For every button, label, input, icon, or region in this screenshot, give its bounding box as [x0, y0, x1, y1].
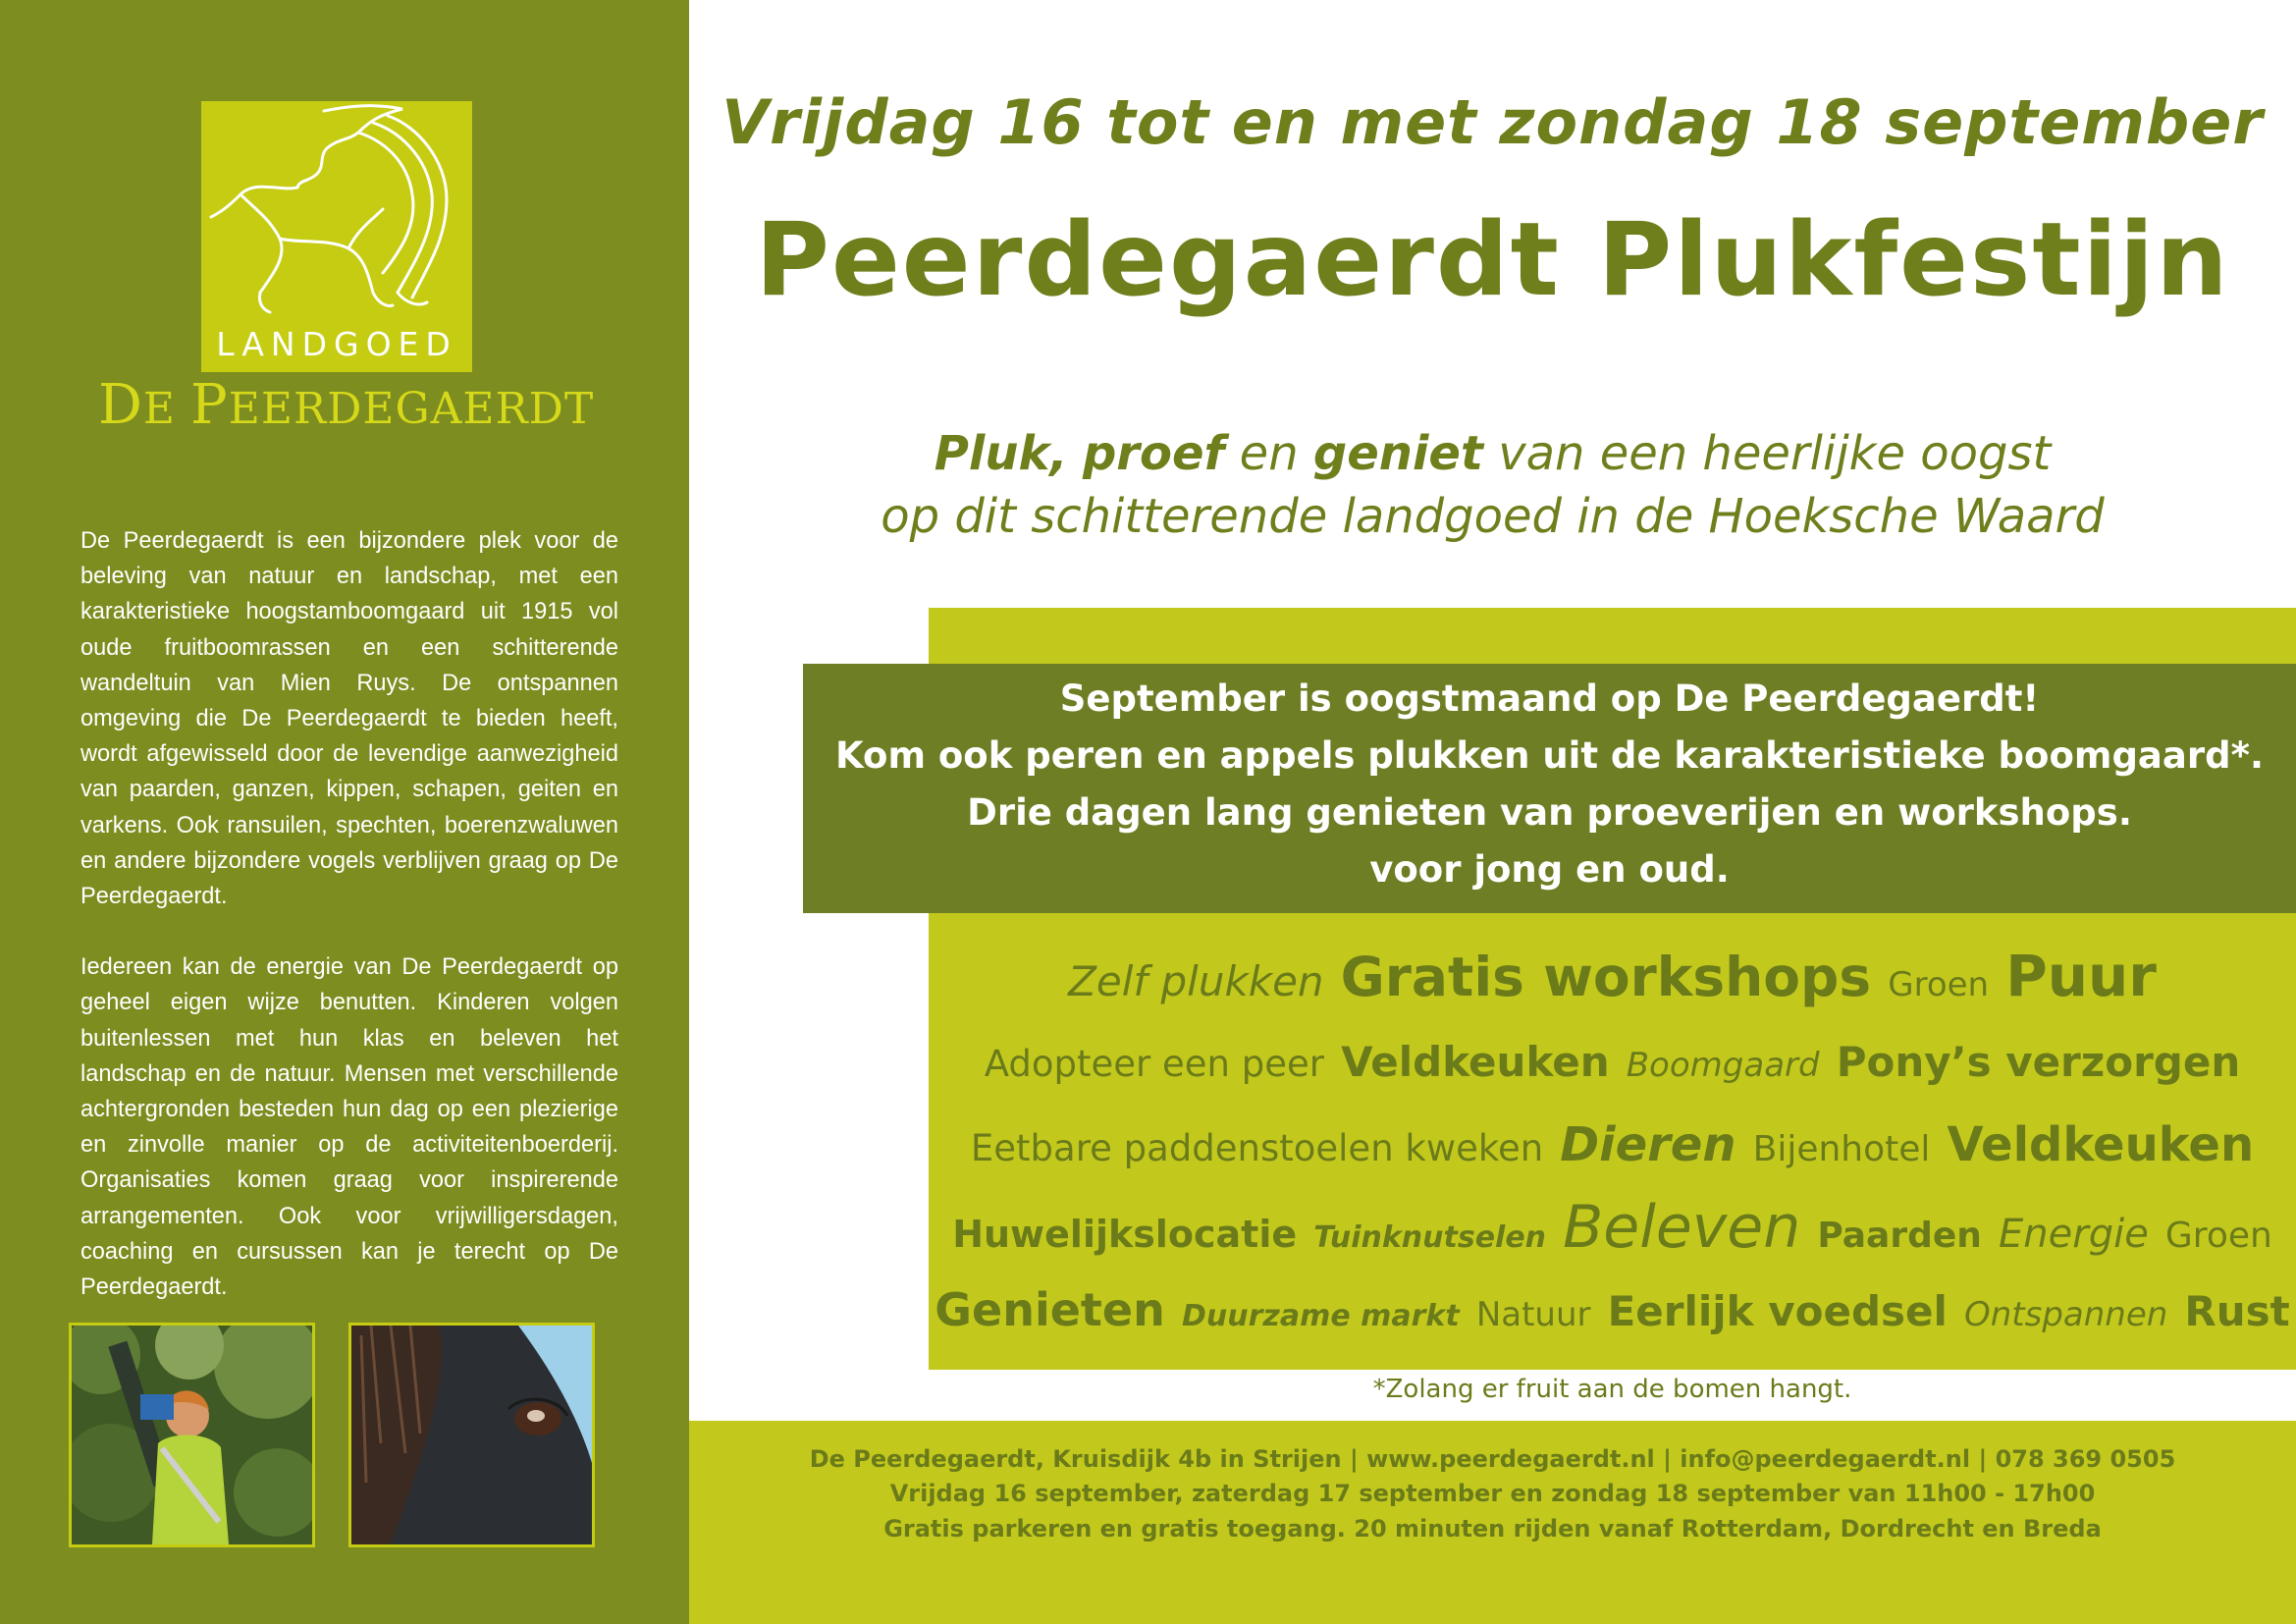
intro-paragraph-1: De Peerdegaerdt is een bijzondere plek voor de beleving van natuur en landschap, met een karakteristieke hoogstamboomgaard uit 1915 vol oude fruitboomrassen en een schitterende wandeltuin van Mien Ruys. De ontspannen omgeving die De Peerdegaerdt te bieden heeft, wordt afgewisseld door de levendige aanwezigheid van paarden, ganzen, kippen, schapen, geiten en varkens. Ook ransuilen, spechten, boerenzwaluwen en andere bijzondere vogels verblijven graag op De Peerdegaerdt. [80, 528, 618, 910]
footer [689, 1421, 2296, 1624]
event-title: Peerdegaerdt Plukfestijn [755, 201, 2230, 319]
wordcloud-row [929, 1269, 2296, 1351]
tagline-en: en [1239, 426, 1299, 481]
word-eetbare-paddenstoelen: Eetbare paddenstoelen kweken [970, 1127, 1544, 1169]
wordcloud-row [929, 1104, 2296, 1186]
photo-child-picking [69, 1323, 315, 1547]
announcement-line-4: voor jong en oud. [1369, 848, 1730, 891]
logo-name-letter-2: P [190, 373, 229, 437]
wordcloud-row [929, 1021, 2296, 1104]
photo-horse-eye [348, 1323, 595, 1547]
wordcloud-row [929, 1186, 2296, 1269]
logo-name-part-1: E [142, 384, 191, 434]
footer-parking: Gratis parkeren en gratis toegang. 20 minuten rijden vanaf Rotterdam, Dordrecht en Breda [883, 1515, 2102, 1543]
logo-name-letter-1: D [98, 373, 143, 437]
word-huwelijkslocatie: Huwelijkslocatie [952, 1213, 1298, 1256]
word-groen: Groen [1888, 965, 1990, 1004]
logo-name [98, 373, 595, 437]
event-date-heading: Vrijdag 16 tot en met zondag 18 september [721, 86, 2264, 158]
logo [201, 101, 472, 372]
word-natuur: Natuur [1475, 1295, 1591, 1334]
word-adopteer-een-peer: Adopteer een peer [984, 1043, 1324, 1085]
tagline-line-2: op dit schitterende landgoed in de Hoeksche Waard [881, 489, 2105, 544]
sidebar [0, 0, 689, 1624]
logo-word: LANDGOED [216, 325, 457, 363]
footnote: *Zolang er fruit aan de bomen hangt. [1372, 1375, 1852, 1404]
tagline-geniet: geniet [1312, 426, 1483, 481]
word-dieren: Dieren [1560, 1117, 1736, 1172]
announcement-box [803, 664, 2296, 913]
word-bijenhotel: Bijenhotel [1752, 1129, 1931, 1169]
word-cloud [929, 931, 2296, 1351]
horse-logo-icon [201, 101, 472, 327]
announcement-line-3: Drie dagen lang genieten van proeverijen en workshops. [967, 791, 2132, 834]
word-tuinknutselen: Tuinknutselen [1313, 1220, 1547, 1255]
intro-paragraph-2: Iedereen kan de energie van De Peerdegaerdt op geheel eigen wijze benutten. Kinderen volgen buitenlessen met hun klas en beleven het landschap en de natuur. Mensen met verschillende achtergronden besteden hun dag op een plezierige en zinvolle manier op de activiteitenboerderij. Organisaties komen graag voor inspirerende arrangementen. Ook voor vrijwilligersdagen, coaching en cursussen kan je terecht op De Peerdegaerdt. [80, 954, 618, 1301]
word-energie: Energie [1999, 1212, 2149, 1257]
announcement-line-2: Kom ook peren en appels plukken uit de karakteristieke boomgaard*. [835, 734, 2264, 777]
word-ponys-verzorgen: Pony’s verzorgen [1836, 1038, 2241, 1086]
word-ontspannen: Ontspannen [1963, 1295, 2168, 1334]
tagline-proef: proef [1082, 426, 1225, 481]
tagline [689, 422, 2296, 548]
tagline-rest: van een heerlijke oogst [1498, 426, 2052, 481]
word-rust: Rust [2184, 1287, 2290, 1335]
word-gratis-workshops: Gratis workshops [1340, 946, 1872, 1008]
word-veldkeuken: Veldkeuken [1341, 1038, 1610, 1086]
word-beleven: Beleven [1563, 1193, 1801, 1262]
word-eerlijk-voedsel: Eerlijk voedsel [1607, 1287, 1948, 1335]
word-puur: Puur [2005, 943, 2157, 1009]
footer-dates: Vrijdag 16 september, zaterdag 17 september en zondag 18 september van 11h00 - 17h00 [889, 1480, 2096, 1507]
logo-name-part-2: EERDEGAERDT [228, 384, 595, 434]
word-genieten: Genieten [934, 1283, 1165, 1336]
photo-horse-image [351, 1326, 592, 1544]
word-groen-2: Groen [2164, 1216, 2272, 1256]
word-duurzame-markt: Duurzame markt [1181, 1299, 1460, 1333]
word-paarden: Paarden [1817, 1216, 1982, 1256]
wordcloud-row [929, 931, 2296, 1021]
word-veldkeuken-2: Veldkeuken [1947, 1117, 2255, 1172]
intro-text [80, 523, 618, 1305]
word-boomgaard: Boomgaard [1626, 1046, 1820, 1085]
tagline-pluk: Pluk, [934, 426, 1068, 481]
word-zelf-plukken: Zelf plukken [1068, 957, 1324, 1005]
tagline-line-1 [689, 422, 2296, 485]
footer-contact: De Peerdegaerdt, Kruisdijk 4b in Strijen | www.peerdegaerdt.nl | info@peerdegaerdt.nl | 078 369 0505 [809, 1445, 2176, 1473]
photo-child-image [72, 1326, 312, 1544]
announcement-line-1: September is oogstmaand op De Peerdegaerdt! [1059, 677, 2040, 720]
